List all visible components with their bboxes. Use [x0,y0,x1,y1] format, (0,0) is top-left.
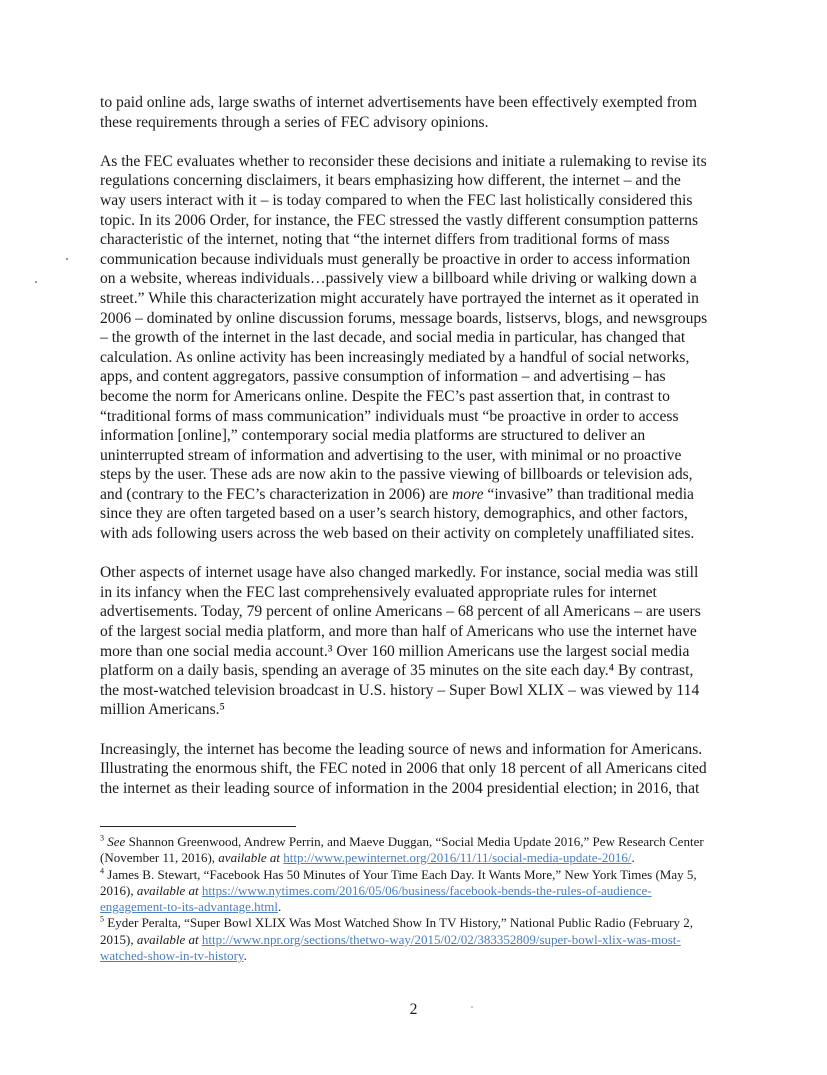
text-line: on a website, whereas individuals…passively view a billboard while driving or walking down a [100,270,697,288]
footnote-text: James B. Stewart, “Facebook Has 50 Minutes of Your Time Each Day. It Wants More,” New York Times (May 5, [107,866,697,882]
footnote-line [100,834,740,850]
footnote-3 [100,834,740,867]
text-line: topic. In its 2006 Order, for instance, the FEC stressed the vastly different consumption patterns [100,211,699,229]
footnote-number: 5 [100,915,105,925]
text-line: million Americans.⁵ [100,701,225,719]
footnote-link[interactable]: https://www.nytimes.com/2016/05/06/business/facebook-bends-the-rules-of-audience- [201,882,652,898]
text-line: Other aspects of internet usage have also changed markedly. For instance, social media was still [100,564,699,582]
footnote-line [100,883,740,899]
paragraph-fec-evaluation [100,152,740,544]
footnote-separator [100,826,296,827]
footnote-number: 3 [100,833,105,843]
paragraph-news-source [100,740,740,799]
footnote-punct: . [243,948,247,964]
footnote-line [100,867,740,883]
text-line: apps, and content aggregators, passive consumption of information – and advertising – has [100,368,666,386]
text-line: with ads following users across the web based on their activity on completely unaffiliated sites. [100,525,695,543]
footnote-line [100,915,740,931]
text-line: communication because individuals must generally be proactive in order to access information [100,250,691,268]
footnote-text: (November 11, 2016), [100,850,216,866]
footnote-link[interactable]: engagement-to-its-advantage.html [100,899,278,915]
text-line: to paid online ads, large swaths of internet advertisements have been effectively exempted from [100,94,697,111]
text-line: in its infancy when the FEC last comprehensively evaluated appropriate rules for internet [100,583,657,601]
text-line: information [online],” contemporary social media platforms are structured to deliver an [100,427,646,445]
text-line: and (contrary to the FEC’s characterization in 2006) are more “invasive” than traditional media [100,485,694,503]
footnote-line [100,932,740,948]
text-line: more than one social media account.³ Over 160 million Americans use the largest social media [100,642,690,660]
footnote-line [100,850,740,866]
emphasis-more: more [452,485,484,503]
footnote-punct: . [277,899,282,915]
text-line: the internet as their leading source of information in the 2004 presidential election; in 2016, that [100,779,700,797]
text-line: since they are often targeted based on a user’s search history, demographics, and other factors, [100,505,688,523]
text-line: way users interact with it – is today compared to when the FEC last holistically considered this [100,191,693,209]
text-line: – the growth of the internet in the last decade, and social media in particular, has changed that [100,329,686,347]
footnote-link[interactable]: watched-show-in-tv-history [100,948,244,964]
footnote-text: Eyder Peralta, “Super Bowl XLIX Was Most Watched Show In TV History,” National Public Radio (February 2, [107,915,693,931]
paragraph-internet-usage [100,563,740,720]
text-line: uninterrupted stream of information and advertising to the user, with minimal or no proactive [100,446,682,464]
footnote-text: Shannon Greenwood, Andrew Perrin, and Maeve Duggan, “Social Media Update 2016,” Pew Research Center [128,834,704,849]
scan-speck [35,281,37,283]
text-line: Increasingly, the internet has become the leading source of news and information for Americans. [100,740,703,758]
text-line: the most-watched television broadcast in U.S. history – Super Bowl XLIX – was viewed by 114 [100,681,700,699]
footnote-5 [100,915,740,964]
scan-speck [471,1006,473,1008]
page-number: 2 [409,1001,418,1018]
footnote-4 [100,867,740,916]
text-line: calculation. As online activity has been increasingly mediated by a handful of social networks, [100,348,690,366]
footnote-punct: . [631,850,635,866]
body-text [100,93,740,818]
text-line: characteristic of the internet, noting that “the internet differs from traditional forms of mass [100,231,670,249]
footnote-number: 4 [100,866,105,876]
text-line: of the largest social media platform, and more than half of Americans who use the internet have [100,623,697,641]
text-line: platform on a daily basis, spending an average of 35 minutes on the site each day.⁴ By contrast, [100,662,694,680]
footnote-line [100,899,740,915]
text-line: advertisements. Today, 79 percent of online Americans – 68 percent of all Americans – are users [100,603,701,621]
available-at: available at [136,931,199,947]
footnote-text: 2015), [100,931,134,947]
text-line: Illustrating the enormous shift, the FEC noted in 2006 that only 18 percent of all Americans cited [100,760,707,778]
footnote-line [100,948,740,964]
available-at: available at [218,850,281,866]
text-line: 2006 – dominated by online discussion forums, message boards, listservs, blogs, and newsgroups [100,309,708,327]
footnote-link[interactable]: http://www.npr.org/sections/thetwo-way/2015/02/02/383352809/super-bowl-xlix-was-most- [201,931,681,947]
text-line: regulations concerning disclaimers, it bears emphasizing how different, the internet – and the [100,172,681,190]
text-line: street.” While this characterization might accurately have portrayed the internet as it operated in [100,289,699,307]
scan-speck [66,258,68,260]
text-line: become the norm for Americans online. Despite the FEC’s past assertion that, in contrast to [100,387,670,405]
text-line: steps by the user. These ads are now akin to the passive viewing of billboards or television ads, [100,466,693,484]
footnote-text: 2016), [100,882,134,898]
text-line: these requirements through a series of FEC advisory opinions. [100,113,489,131]
signal-see: See [107,834,126,849]
text-line: As the FEC evaluates whether to reconsider these decisions and initiate a rulemaking to revise its [100,152,707,170]
available-at: available at [136,882,199,898]
paragraph-continuation [100,93,740,132]
text-line: “traditional forms of mass communication” individuals must “be proactive in order to access [100,407,679,425]
footnote-link[interactable]: http://www.pewinternet.org/2016/11/11/social-media-update-2016/ [283,850,632,866]
footnotes [100,834,740,964]
